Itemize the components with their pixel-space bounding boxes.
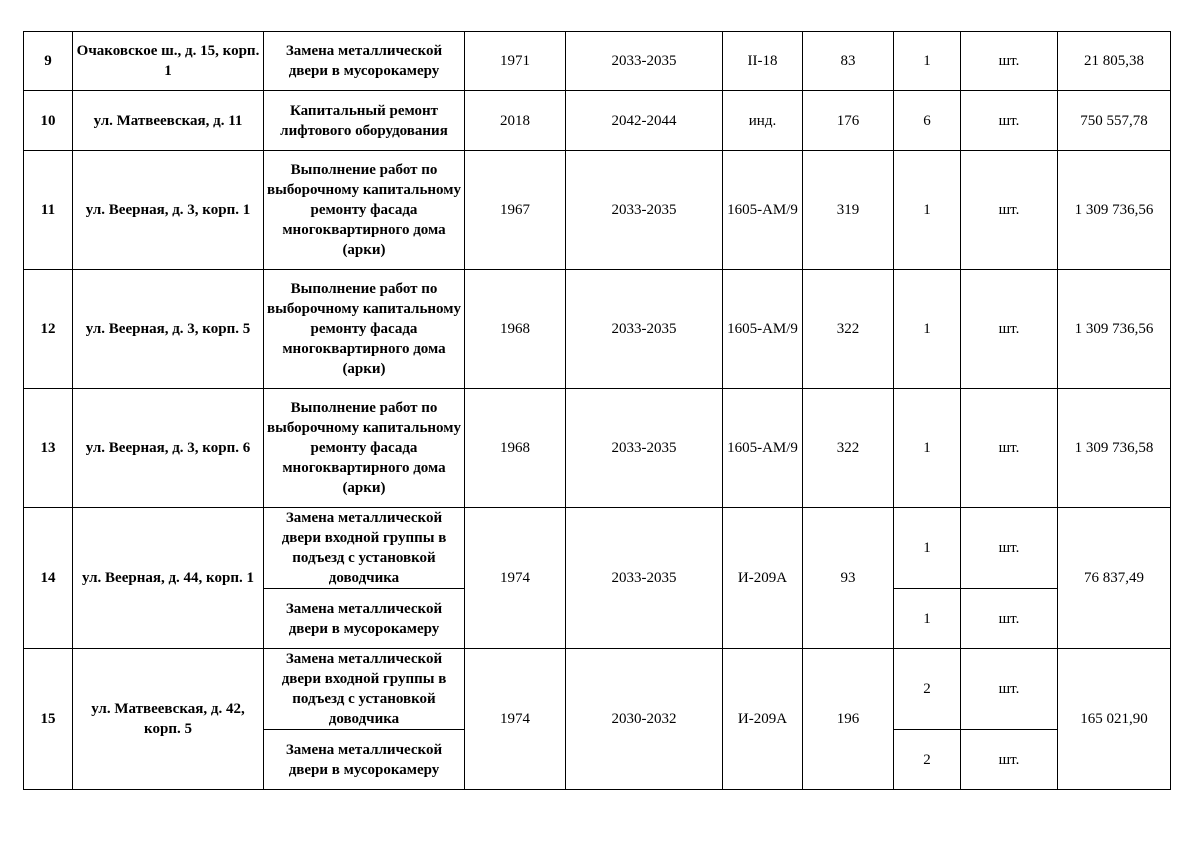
row-sum: 1 309 736,56 <box>1058 151 1171 270</box>
row-number: 9 <box>24 32 73 91</box>
row-year: 1967 <box>465 151 566 270</box>
row-work: Замена металлической двери в мусорокамеру <box>264 32 465 91</box>
row-flats: 83 <box>803 32 894 91</box>
row-series: II-18 <box>723 32 803 91</box>
table-row <box>24 151 1171 270</box>
row-work: Выполнение работ по выборочному капитальному ремонту фасада многоквартирного дома (арки) <box>264 270 465 389</box>
row-sum: 1 309 736,56 <box>1058 270 1171 389</box>
row-sum: 76 837,49 <box>1058 508 1171 649</box>
row-work: Капитальный ремонт лифтового оборудования <box>264 91 465 151</box>
table-row <box>24 649 1171 730</box>
row-address: ул. Веерная, д. 3, корп. 6 <box>73 389 264 508</box>
row-year: 1974 <box>465 649 566 790</box>
row-period: 2033-2035 <box>566 508 723 649</box>
row-number: 12 <box>24 270 73 389</box>
row-flats: 93 <box>803 508 894 649</box>
row-unit: шт. <box>961 270 1058 389</box>
table-row <box>24 270 1171 389</box>
row-period: 2030-2032 <box>566 649 723 790</box>
row-year: 1974 <box>465 508 566 649</box>
row-qty: 1 <box>894 151 961 270</box>
row-work: Замена металлической двери в мусорокамеру <box>264 589 465 649</box>
row-sum: 750 557,78 <box>1058 91 1171 151</box>
row-period: 2033-2035 <box>566 389 723 508</box>
row-qty: 1 <box>894 32 961 91</box>
row-qty: 1 <box>894 389 961 508</box>
row-unit: шт. <box>961 151 1058 270</box>
row-qty: 1 <box>894 270 961 389</box>
row-unit: шт. <box>961 649 1058 730</box>
row-address: ул. Матвеевская, д. 42, корп. 5 <box>73 649 264 790</box>
row-flats: 176 <box>803 91 894 151</box>
row-address: ул. Веерная, д. 44, корп. 1 <box>73 508 264 649</box>
row-work: Замена металлической двери в мусорокамеру <box>264 730 465 790</box>
row-address: Очаковское ш., д. 15, корп. 1 <box>73 32 264 91</box>
row-series: 1605-АМ/9 <box>723 151 803 270</box>
table-row <box>24 91 1171 151</box>
row-unit: шт. <box>961 91 1058 151</box>
row-sum: 1 309 736,58 <box>1058 389 1171 508</box>
row-unit: шт. <box>961 389 1058 508</box>
row-qty: 2 <box>894 730 961 790</box>
row-work: Выполнение работ по выборочному капитальному ремонту фасада многоквартирного дома (арки) <box>264 151 465 270</box>
row-flats: 322 <box>803 389 894 508</box>
row-work: Замена металлической двери входной группы в подъезд с установкой доводчика <box>264 649 465 730</box>
row-sum: 165 021,90 <box>1058 649 1171 790</box>
row-number: 15 <box>24 649 73 790</box>
row-sum: 21 805,38 <box>1058 32 1171 91</box>
row-unit: шт. <box>961 32 1058 91</box>
row-year: 1968 <box>465 270 566 389</box>
row-work: Выполнение работ по выборочному капитальному ремонту фасада многоквартирного дома (арки) <box>264 389 465 508</box>
row-series: И-209А <box>723 508 803 649</box>
row-series: 1605-АМ/9 <box>723 270 803 389</box>
row-number: 14 <box>24 508 73 649</box>
row-number: 10 <box>24 91 73 151</box>
row-address: ул. Веерная, д. 3, корп. 5 <box>73 270 264 389</box>
repair-table <box>23 31 1171 790</box>
row-number: 11 <box>24 151 73 270</box>
row-qty: 1 <box>894 508 961 589</box>
row-period: 2033-2035 <box>566 151 723 270</box>
table-row <box>24 32 1171 91</box>
row-unit: шт. <box>961 589 1058 649</box>
row-period: 2033-2035 <box>566 270 723 389</box>
row-flats: 319 <box>803 151 894 270</box>
table-row <box>24 389 1171 508</box>
row-unit: шт. <box>961 508 1058 589</box>
row-number: 13 <box>24 389 73 508</box>
row-year: 1968 <box>465 389 566 508</box>
row-qty: 2 <box>894 649 961 730</box>
row-qty: 6 <box>894 91 961 151</box>
row-series: И-209А <box>723 649 803 790</box>
row-flats: 322 <box>803 270 894 389</box>
row-year: 2018 <box>465 91 566 151</box>
row-address: ул. Веерная, д. 3, корп. 1 <box>73 151 264 270</box>
row-address: ул. Матвеевская, д. 11 <box>73 91 264 151</box>
row-period: 2033-2035 <box>566 32 723 91</box>
row-unit: шт. <box>961 730 1058 790</box>
row-flats: 196 <box>803 649 894 790</box>
row-work: Замена металлической двери входной группы в подъезд с установкой доводчика <box>264 508 465 589</box>
table-row <box>24 508 1171 589</box>
row-year: 1971 <box>465 32 566 91</box>
row-series: 1605-АМ/9 <box>723 389 803 508</box>
row-qty: 1 <box>894 589 961 649</box>
row-series: инд. <box>723 91 803 151</box>
row-period: 2042-2044 <box>566 91 723 151</box>
